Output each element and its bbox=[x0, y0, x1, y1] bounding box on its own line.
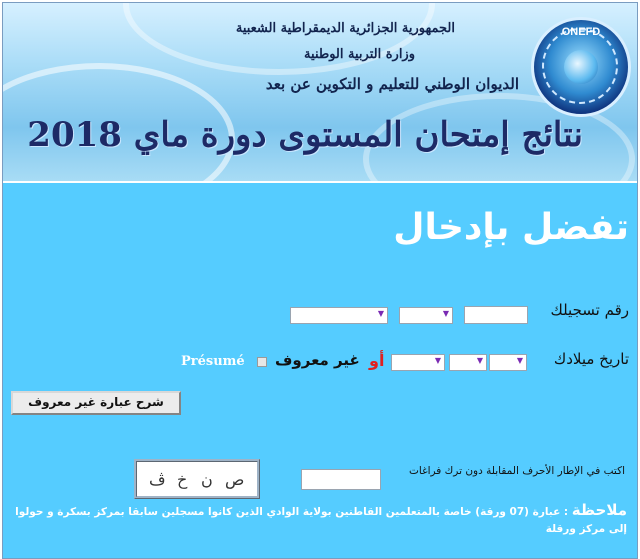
logo-text: ONEFD bbox=[561, 26, 601, 38]
page-frame bbox=[2, 2, 638, 559]
chevron-down-icon: ▼ bbox=[377, 309, 384, 318]
note-text bbox=[9, 502, 627, 538]
unknown-text: غير معروف bbox=[275, 351, 360, 369]
banner-wave bbox=[123, 3, 435, 75]
registration-number-input[interactable] bbox=[464, 306, 528, 324]
or-text: أو bbox=[369, 351, 385, 370]
captcha-hint: اكتب في الإطار الأحرف المقابلة دون ترك فراغات bbox=[409, 465, 625, 477]
page-title: نتائج إمتحان المستوى دورة ماي 2018 bbox=[27, 115, 583, 155]
welcome-heading: تفضل بإدخال bbox=[393, 207, 629, 248]
onefd-logo bbox=[531, 17, 631, 117]
captcha-char: ن bbox=[201, 470, 213, 489]
captcha-char: ڤ bbox=[149, 470, 166, 489]
header-office: الديوان الوطني للتعليم و التكوين عن بعد bbox=[265, 75, 519, 93]
birth-day-select[interactable] bbox=[489, 354, 527, 371]
registration-select-2[interactable] bbox=[399, 307, 453, 324]
chevron-down-icon: ▼ bbox=[516, 356, 523, 365]
header-banner bbox=[3, 3, 637, 183]
birth-year-select[interactable] bbox=[391, 354, 445, 371]
birth-month-select[interactable] bbox=[449, 354, 487, 371]
captcha-char: ص bbox=[225, 470, 245, 489]
captcha-input[interactable] bbox=[301, 469, 381, 490]
chevron-down-icon: ▼ bbox=[434, 356, 441, 365]
registration-select-1[interactable] bbox=[290, 307, 388, 324]
note-heading: ملاحظة bbox=[571, 501, 627, 519]
registration-label: رقم تسجيلك bbox=[550, 301, 629, 319]
explain-unknown-button[interactable]: شرح عبارة غير معروف bbox=[11, 391, 181, 415]
presume-label: Présumé bbox=[181, 354, 245, 369]
globe-icon bbox=[564, 50, 598, 84]
header-ministry: وزارة التربية الوطنية bbox=[304, 47, 415, 62]
chevron-down-icon: ▼ bbox=[442, 309, 449, 318]
chevron-down-icon: ▼ bbox=[476, 356, 483, 365]
header-republic: الجمهورية الجزائرية الديمقراطية الشعبية bbox=[235, 21, 455, 36]
presume-checkbox[interactable] bbox=[257, 357, 267, 367]
captcha-image bbox=[134, 459, 260, 499]
captcha-char: خ bbox=[177, 470, 188, 489]
note-body: : عبارة (07 ورقة) خاصة بالمتعلمين القاطنين بولاية الوادي الذين كانوا مسجلين سابقا بمركز بسكرة و حولوا إلى مركز ورقلة bbox=[15, 506, 627, 535]
birth-date-label: تاريخ ميلادك bbox=[553, 350, 629, 368]
